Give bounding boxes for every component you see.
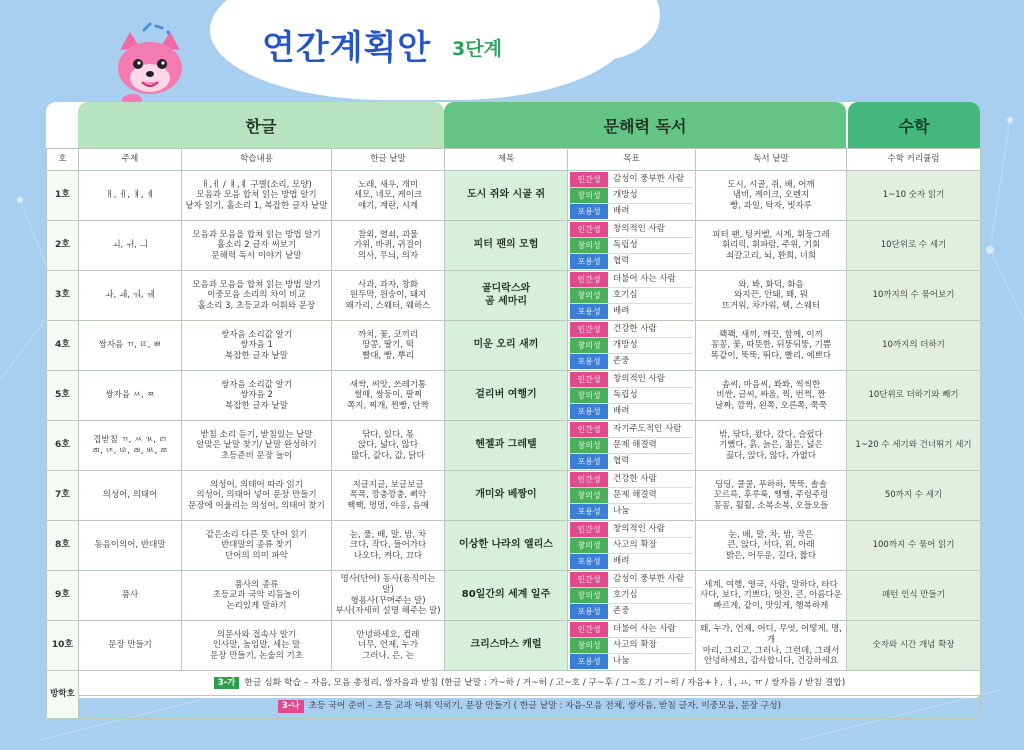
content-cell: 의성어, 의태어 따라 읽기 의성어, 의태어 넣어 문장 만들기 문장에 어울리는 의성어, 의태어 찾기 xyxy=(182,471,332,521)
reading-words-cell: 눈, 배, 말, 차, 밤, 작은 큰, 앉다, 서다, 위, 아래 밝은, 어두운, 길다, 짧다 xyxy=(696,521,847,571)
goal-item xyxy=(570,222,693,238)
goal-item xyxy=(570,654,693,669)
goal-cell xyxy=(568,421,696,471)
issue-number: 2호 xyxy=(47,221,79,271)
words-cell: 노래, 새우, 개미 세모, 네모, 케이크 얘기, 계란, 시계 xyxy=(332,171,445,221)
col-curriculum: 수학 커리큘럼 xyxy=(847,149,981,171)
goal-item xyxy=(570,588,693,604)
goal-text: 창의적인 사람 xyxy=(613,374,665,385)
goal-item xyxy=(570,304,693,319)
goal-cell xyxy=(568,621,696,671)
col-topic: 주제 xyxy=(79,149,182,171)
goal-text: 개방성 xyxy=(613,190,638,201)
issue-number: 8호 xyxy=(47,521,79,571)
topic-cell: 겹받침 ㄲ, ㅆ ㄳ, ㄺ ㄻ, ㄵ, ㄶ, ㄼ, ㅄ, ㅀ xyxy=(79,421,182,471)
reading-words-cell: 피터 팬, 팅커벨, 시계, 휘둥그레 휘리릭, 휘파람, 주위, 기회 쇠갈고리, 뇌, 환희, 너희 xyxy=(696,221,847,271)
goal-tag: 창의성 xyxy=(570,538,608,553)
goal-text: 배려 xyxy=(613,206,630,217)
goal-tag: 포용성 xyxy=(570,354,608,369)
goal-cell xyxy=(568,271,696,321)
goal-cell xyxy=(568,221,696,271)
col-ho: 호 xyxy=(47,149,79,171)
math-curriculum-cell: 10단위로 수 세기 xyxy=(847,221,981,271)
book-title-cell: 골디락스와 곰 세마리 xyxy=(445,271,568,321)
goal-tag: 포용성 xyxy=(570,604,608,619)
book-title-cell: 크리스마스 캐럴 xyxy=(445,621,568,671)
col-words: 한글 낱말 xyxy=(332,149,445,171)
goal-text: 협력 xyxy=(613,256,630,267)
goal-tag: 인간성 xyxy=(570,172,608,187)
goal-text: 호기심 xyxy=(613,290,638,301)
goal-text: 배려 xyxy=(613,406,630,417)
book-title-cell: 미운 오리 새끼 xyxy=(445,321,568,371)
topic-cell: 쌍자음 ㅆ, ㅉ xyxy=(79,371,182,421)
goal-tag: 포용성 xyxy=(570,304,608,319)
goal-tag: 포용성 xyxy=(570,454,608,469)
col-goal: 목표 xyxy=(568,149,696,171)
goal-item xyxy=(570,338,693,354)
reading-words-cell: 꽥꽥, 새끼, 깨끗, 함께, 이끼 꽁꽁, 꽃, 따뜻한, 뒤뚱뒤뚱, 기쁨 똑같이, 뚝뚝, 뛰다, 빨리, 예쁘다 xyxy=(696,321,847,371)
goal-tag: 인간성 xyxy=(570,222,608,237)
goal-item xyxy=(570,354,693,369)
goal-text: 존중 xyxy=(613,356,630,367)
issue-number: 5호 xyxy=(47,371,79,421)
goal-cell xyxy=(568,321,696,371)
words-cell: 까치, 꽃, 코끼리 땅콩, 딸기, 떡 빨대, 빵, 뿌리 xyxy=(332,321,445,371)
goal-tag: 인간성 xyxy=(570,272,608,287)
math-curriculum-cell: 50까지 수 세기 xyxy=(847,471,981,521)
goal-text: 건강한 사람 xyxy=(613,324,657,335)
goal-tag: 인간성 xyxy=(570,472,608,487)
goal-text: 문제 해결력 xyxy=(613,490,657,501)
goal-item xyxy=(570,438,693,454)
book-title-cell: 도시 쥐와 시골 쥐 xyxy=(445,171,568,221)
goal-text: 감성이 풍부한 사람 xyxy=(613,574,685,585)
group-header-hangul: 한글 xyxy=(78,102,444,148)
column-header-row xyxy=(47,149,981,171)
goal-cell xyxy=(568,521,696,571)
topic-cell: 동음이의어, 반대말 xyxy=(79,521,182,571)
math-curriculum-cell: 10단위로 더하기와 빼기 xyxy=(847,371,981,421)
table-row xyxy=(47,271,981,321)
goal-item xyxy=(570,554,693,569)
table-row xyxy=(47,321,981,371)
goal-tag: 창의성 xyxy=(570,438,608,453)
goal-text: 자기주도적인 사람 xyxy=(613,424,682,435)
math-curriculum-cell: 패턴 인식 만들기 xyxy=(847,571,981,621)
book-title-cell: 피터 팬의 모험 xyxy=(445,221,568,271)
goal-tag: 포용성 xyxy=(570,504,608,519)
math-curriculum-cell: 숫자와 시간 개념 확장 xyxy=(847,621,981,671)
content-cell: ㅐ,ㅔ / ㅒ,ㅖ 구별(소리, 모양) 모음과 모음 합쳐 읽는 방법 알기 낱자 읽기, 홀소리 1, 복잡한 글자 낱말 xyxy=(182,171,332,221)
goal-item xyxy=(570,572,693,588)
goal-text: 문제 해결력 xyxy=(613,440,657,451)
goal-item xyxy=(570,172,693,188)
issue-number: 4호 xyxy=(47,321,79,371)
goal-tag: 인간성 xyxy=(570,572,608,587)
table-row xyxy=(47,571,981,621)
goal-cell xyxy=(568,371,696,421)
math-curriculum-cell: 10까지의 더하기 xyxy=(847,321,981,371)
goal-item xyxy=(570,204,693,219)
goal-text: 나눔 xyxy=(613,656,630,667)
after-school-line-2 xyxy=(79,695,980,718)
issue-number: 3호 xyxy=(47,271,79,321)
after-school-row xyxy=(47,671,981,719)
goal-item xyxy=(570,404,693,419)
topic-cell: 품사 xyxy=(79,571,182,621)
table-row xyxy=(47,221,981,271)
topic-cell: ㅐ, ㅔ, ㅒ, ㅖ xyxy=(79,171,182,221)
book-title-cell: 80일간의 세계 일주 xyxy=(445,571,568,621)
content-cell: 품사의 종류 초등교과 국악 리듬놀이 논리있게 말하기 xyxy=(182,571,332,621)
goal-tag: 인간성 xyxy=(570,622,608,637)
reading-words-cell: 밖, 닦다, 왔다, 갔다, 슬펐다 기뻤다, 흙, 늙은, 젊은, 넓은 끓다, 앉다, 않다, 가엾다 xyxy=(696,421,847,471)
col-reading-words: 독서 낱말 xyxy=(696,149,847,171)
goal-item xyxy=(570,538,693,554)
goal-item xyxy=(570,238,693,254)
after-school-badge-2: 3-나 xyxy=(278,700,304,713)
col-book: 제목 xyxy=(445,149,568,171)
goal-item xyxy=(570,488,693,504)
words-cell: 참외, 열쇠, 괴물 가위, 바퀴, 귀걸이 의사, 무늬, 의자 xyxy=(332,221,445,271)
goal-text: 사고의 확장 xyxy=(613,540,657,551)
goal-tag: 포용성 xyxy=(570,204,608,219)
group-header-math: 수학 xyxy=(848,102,980,148)
goal-item xyxy=(570,472,693,488)
book-title-cell: 걸리버 여행기 xyxy=(445,371,568,421)
plan-sheet xyxy=(46,102,980,712)
issue-number: 6호 xyxy=(47,421,79,471)
goal-text: 배려 xyxy=(613,306,630,317)
math-curriculum-cell: 10까지의 수 묶어보기 xyxy=(847,271,981,321)
plan-table xyxy=(46,148,981,719)
goal-tag: 포용성 xyxy=(570,654,608,669)
goal-tag: 포용성 xyxy=(570,554,608,569)
goal-text: 감성이 풍부한 사람 xyxy=(613,174,685,185)
goal-item xyxy=(570,372,693,388)
table-row xyxy=(47,471,981,521)
words-cell: 눈, 풀, 배, 말, 밤, 차 크다, 작다, 들어가다 나오다, 켜다, 끄다 xyxy=(332,521,445,571)
goal-text: 독립성 xyxy=(613,240,638,251)
goal-text: 개방성 xyxy=(613,340,638,351)
words-cell: 사과, 과자, 창화 원두막, 원숭이, 돼지 왜가리, 스웨터, 웨하스 xyxy=(332,271,445,321)
goal-tag: 창의성 xyxy=(570,488,608,503)
goal-text: 사고의 확장 xyxy=(613,640,657,651)
goal-text: 건강한 사람 xyxy=(613,474,657,485)
content-cell: 쌍자음 소리값 알기 쌍자음 1 복잡한 글자 낱말 xyxy=(182,321,332,371)
goal-tag: 창의성 xyxy=(570,638,608,653)
words-cell: 명사(단어) 동사(움직이는 말) 형용사(꾸며주는 말) 부사(자세히 설명 해주는 말) xyxy=(332,571,445,621)
goal-tag: 창의성 xyxy=(570,188,608,203)
reading-words-cell: 딩딩, 쿨쿨, 푸하하, 뚝뚝, 솔솔 꼬르륵, 후루룩, 쨍쨍, 주렁주렁 꽁꽁, 휠휠, 소복소복, 오들오들 xyxy=(696,471,847,521)
goal-item xyxy=(570,638,693,654)
goal-item xyxy=(570,622,693,638)
goal-text: 더불어 사는 사람 xyxy=(613,274,676,285)
table-row xyxy=(47,521,981,571)
issue-number: 10호 xyxy=(47,621,79,671)
content-cell: 모음과 모음을 합쳐 읽는 방법 알기 홀소리 2 글자 써보기 문해력 독서 이야기 낱말 xyxy=(182,221,332,271)
goal-text: 독립성 xyxy=(613,390,638,401)
goal-tag: 창의성 xyxy=(570,588,608,603)
goal-tag: 창의성 xyxy=(570,238,608,253)
content-cell: 받침 소리 듣기, 받침있는 낱말 알맞은 낱말 찾기/ 낱말 완성하기 초등준비 문장 늘이 xyxy=(182,421,332,471)
goal-cell xyxy=(568,571,696,621)
goal-cell xyxy=(568,471,696,521)
math-curriculum-cell: 1~10 숫자 읽기 xyxy=(847,171,981,221)
goal-item xyxy=(570,422,693,438)
topic-cell: 의성어, 의태어 xyxy=(79,471,182,521)
issue-number: 1호 xyxy=(47,171,79,221)
goal-item xyxy=(570,604,693,619)
goal-item xyxy=(570,522,693,538)
topic-cell: 문장 만들기 xyxy=(79,621,182,671)
content-cell: 모음과 모음을 합쳐 읽는 방법 알기 이중모음 소리의 차이 비교 홀소리 3, 초등교과 어휘와 문장 xyxy=(182,271,332,321)
after-school-label: 방학호 xyxy=(47,671,79,719)
goal-text: 창의적인 사람 xyxy=(613,224,665,235)
goal-item xyxy=(570,188,693,204)
after-school-text-2: 초등 국어 준비 – 초등 교과 어휘 익히기, 문장 만들기 ( 한글 낱말 : 자음-모음 전체, 쌍자음, 받침 글자, 이중모음, 문장 구성) xyxy=(308,701,782,711)
goal-text: 존중 xyxy=(613,606,630,617)
math-curriculum-cell: 100까지 수 묶어 읽기 xyxy=(847,521,981,571)
goal-tag: 창의성 xyxy=(570,388,608,403)
goal-tag: 창의성 xyxy=(570,338,608,353)
after-school-text-1: 한글 심화 학습 – 자음, 모음 총정리, 쌍자음과 받침 (한글 낱말 : 가~하 / 거~허 / 고~호 / 구~후 / 그~흐 / 기~히 / 자음+ㅑ, ㅕ, ㅛ, ㅠ / 쌍자음 / 받침 결합) xyxy=(244,677,846,688)
goal-text: 창의적인 사람 xyxy=(613,524,665,535)
words-cell: 안녕하세요, 컵레 너무, 언제, 누가 그러나, 은, 는 xyxy=(332,621,445,671)
goal-item xyxy=(570,272,693,288)
book-title-cell: 이상한 나라의 앨리스 xyxy=(445,521,568,571)
topic-cell: ㅚ, ㅟ, ㅢ xyxy=(79,221,182,271)
topic-cell: ㅘ, ㅙ, ㅝ, ㅞ xyxy=(79,271,182,321)
content-cell: 의문사와 접속사 알기 인사말, 높임말, 세는 말 문장 만들기, 논술의 기초 xyxy=(182,621,332,671)
words-cell: 새싹, 씨앗, 쓰레기통 썰매, 쌍둥이, 팔찌 쪽지, 찌개, 찐빵, 단짝 xyxy=(332,371,445,421)
goal-text: 호기심 xyxy=(613,590,638,601)
after-school-content xyxy=(79,671,981,719)
table-row xyxy=(47,171,981,221)
goal-item xyxy=(570,288,693,304)
goal-text: 배려 xyxy=(613,556,630,567)
goal-item xyxy=(570,388,693,404)
col-content: 학습내용 xyxy=(182,149,332,171)
reading-words-cell: 세계, 여행, 영국, 사람, 말하다, 타다 사다, 보다, 기쁘다, 멋진, 큰, 아름다운 빠르게, 같이, 맛있게, 행복하게 xyxy=(696,571,847,621)
table-row xyxy=(47,421,981,471)
book-title-cell: 개미와 베짱이 xyxy=(445,471,568,521)
reading-words-cell: 도시, 시골, 쥐, 배, 어깨 냄비, 케이크, 오렌지 빵, 과일, 탁자, 빗자루 xyxy=(696,171,847,221)
group-header-reading: 문해력 독서 xyxy=(444,102,846,148)
after-school-line-1 xyxy=(79,672,980,695)
after-school-badge-1: 3-가 xyxy=(214,677,240,690)
words-cell: 닦다, 있다, 몫 앉다, 넓다, 않다 많다, 값다, 값, 닭다 xyxy=(332,421,445,471)
table-row xyxy=(47,621,981,671)
page-title: 연간계획안 xyxy=(262,28,432,68)
reading-words-cell: 와, 봐, 화덕, 화음 와지끈, 안돼, 왜, 뭐 뜨거워, 차가워, 웩, 스웨터 xyxy=(696,271,847,321)
goal-item xyxy=(570,322,693,338)
content-cell: 쌍자음 소리값 알기 쌍자음 2 복잡한 글자 낱말 xyxy=(182,371,332,421)
goal-cell xyxy=(568,171,696,221)
goal-text: 나눔 xyxy=(613,506,630,517)
issue-number: 9호 xyxy=(47,571,79,621)
words-cell: 지글지글, 보글보글 폭폭, 깡충깡충, 삐악 짹짹, 멍멍, 야옹, 음매 xyxy=(332,471,445,521)
content-cell: 같은소리 다른 뜻 단어 읽기 반대말의 종류 찾기 단어의 의미 파악 xyxy=(182,521,332,571)
topic-cell: 쌍자음 ㄲ, ㄸ, ㅃ xyxy=(79,321,182,371)
book-title-cell: 헨젤과 그레텔 xyxy=(445,421,568,471)
goal-tag: 포용성 xyxy=(570,404,608,419)
issue-number: 7호 xyxy=(47,471,79,521)
reading-words-cell: 왜, 누가, 언제, 어디, 무엇, 어떻게, 명, 개 마리, 그리고, 그러나, 그런데, 그래서 안녕하세요, 감사합니다, 건강하세요 xyxy=(696,621,847,671)
goal-tag: 인간성 xyxy=(570,372,608,387)
goal-item xyxy=(570,504,693,519)
goal-tag: 인간성 xyxy=(570,322,608,337)
page-subtitle: 3단계 xyxy=(452,38,502,60)
goal-text: 협력 xyxy=(613,456,630,467)
table-row xyxy=(47,371,981,421)
goal-tag: 인간성 xyxy=(570,422,608,437)
goal-item xyxy=(570,254,693,269)
reading-words-cell: 솜씨, 마음씨, 쏴쏴, 씩씩한 비싼, 글씨, 싸움, 찍, 번쩍, 짠 날짜, 깜짝, 왼쪽, 오른쪽, 쭉쭉 xyxy=(696,371,847,421)
pink-fox-mascot-icon xyxy=(110,20,200,105)
goal-tag: 창의성 xyxy=(570,288,608,303)
goal-text: 더불어 사는 사람 xyxy=(613,624,676,635)
goal-tag: 인간성 xyxy=(570,522,608,537)
goal-item xyxy=(570,454,693,469)
math-curriculum-cell: 1~20 수 세기와 건너뛰기 세기 xyxy=(847,421,981,471)
goal-tag: 포용성 xyxy=(570,254,608,269)
